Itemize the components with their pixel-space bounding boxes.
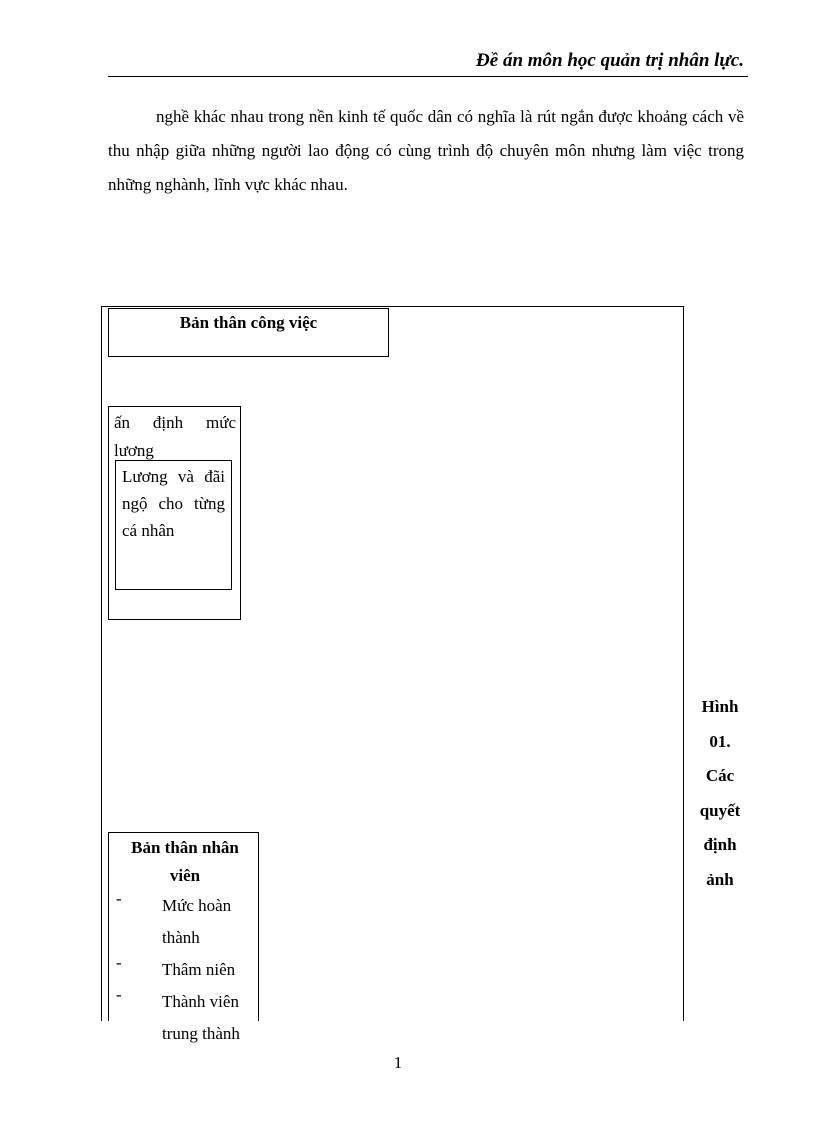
employee-item xyxy=(116,954,254,986)
employee-box-title: Bản thân nhân viên xyxy=(131,838,239,885)
header-title: Đề án môn học quản trị nhân lực. xyxy=(476,50,744,71)
caption-line: quyết xyxy=(699,800,741,820)
dash-marker: - xyxy=(116,889,122,908)
employee-item xyxy=(116,890,254,954)
salary-box-line1: ấn định mức xyxy=(114,413,236,432)
page-number: 1 xyxy=(393,1053,403,1072)
employee-item-label: Thâm niên xyxy=(162,960,236,979)
header-rule xyxy=(108,76,748,77)
job-box: Bản thân công việc xyxy=(108,308,389,357)
salary-box-line2: lương xyxy=(114,441,154,460)
dash-marker: - xyxy=(116,953,122,972)
caption-line: ảnh xyxy=(706,869,734,889)
caption-line: 01. xyxy=(709,731,731,751)
figure-caption xyxy=(692,690,748,897)
caption-line: định xyxy=(703,835,737,854)
dash-marker: - xyxy=(116,985,122,1004)
individual-box: Lương và đãi ngộ cho từng cá nhân xyxy=(115,460,232,590)
caption-line: Các xyxy=(705,766,735,785)
employee-box xyxy=(108,832,259,1043)
employee-item-label: Mức hoàn thành xyxy=(162,896,232,947)
body-paragraph: nghề khác nhau trong nền kinh tế quốc dân có nghĩa là rút ngắn được khoảng cách về thu nhập giữa những người lao động có cùng trình độ chuyên môn nhưng làm việc trong những nghành, lĩnh vực khác nhau. xyxy=(108,107,744,194)
caption-line: Hình xyxy=(701,697,739,716)
employee-item xyxy=(116,986,254,1050)
employee-item-label: Thành viên trung thành xyxy=(162,992,240,1043)
